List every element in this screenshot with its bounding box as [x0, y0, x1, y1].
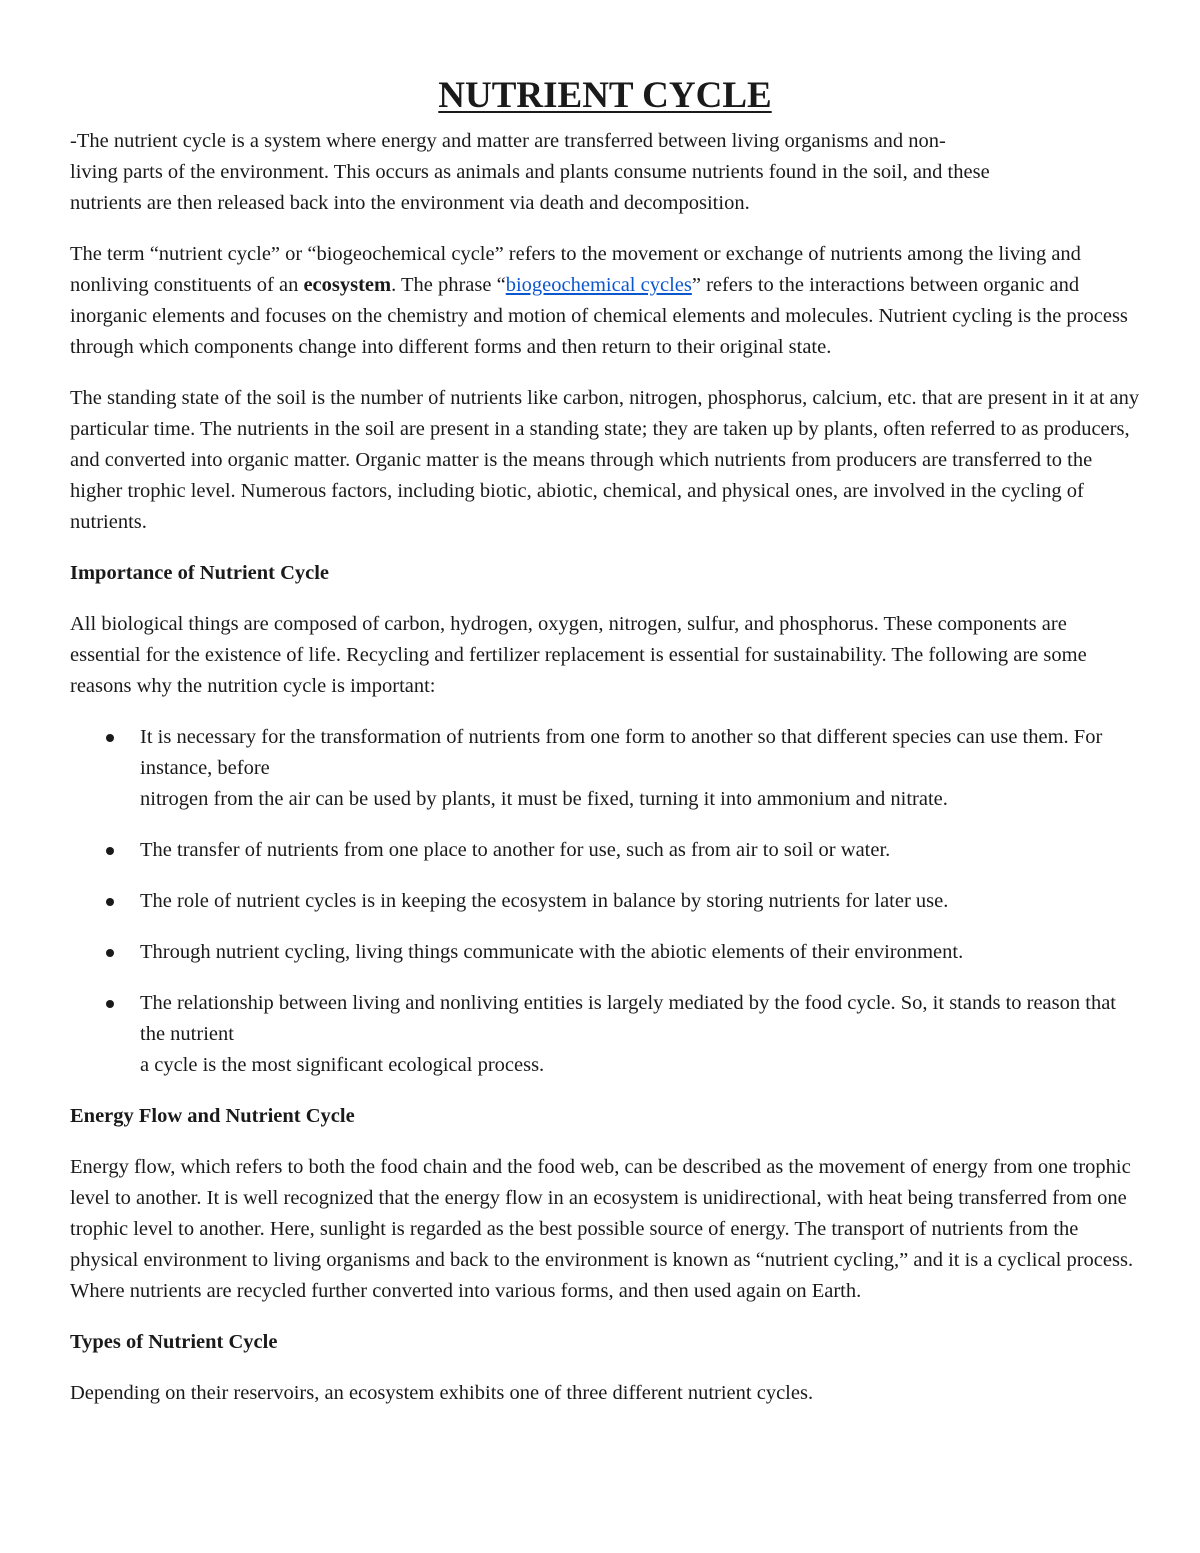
- bullet-dot-icon: [106, 898, 114, 906]
- bullet-item: [70, 886, 1140, 917]
- definition-text-3: ” refers to the interactions between organic and inorganic elements and focuses on the chemistry and motion of chemical elements and molecules. Nutrient cycling is the process through which components change into different forms and then return to their original state.: [70, 274, 1128, 358]
- definition-text-1: The term “nutrient cycle” or “biogeochemical cycle” refers to the movement or exchange of nutrients among the living and nonliving constituents of an: [70, 243, 1081, 296]
- bullet-text-line-1: It is necessary for the transformation of nutrients from one form to another so that different species can use them. For instance, before: [140, 726, 1103, 779]
- bullet-text-line-2: nitrogen from the air can be used by plants, it must be fixed, turning it into ammonium and nitrate.: [140, 788, 948, 810]
- importance-intro-paragraph: All biological things are composed of carbon, hydrogen, oxygen, nitrogen, sulfur, and phosphorus. These components are essential for the existence of life. Recycling and fertilizer replacement is essential for sustainability. The following are some reasons why the nutrition cycle is important:: [70, 613, 1087, 697]
- biogeochemical-cycles-link[interactable]: biogeochemical cycles: [505, 274, 692, 296]
- intro-line-2: living parts of the environment. This occurs as animals and plants consume nutrients found in the soil, and these: [70, 161, 990, 183]
- bullet-text-line-1: The relationship between living and nonliving entities is largely mediated by the food cycle. So, it stands to reason that the nutrient: [140, 992, 1117, 1045]
- bullet-text-line-1: The transfer of nutrients from one place to another for use, such as from air to soil or water.: [140, 839, 891, 861]
- bullet-text-line-1: The role of nutrient cycles is in keeping the ecosystem in balance by storing nutrients for later use.: [140, 890, 949, 912]
- page-title: NUTRIENT CYCLE: [438, 75, 772, 116]
- intro-line-1: -The nutrient cycle is a system where energy and matter are transferred between living organisms and non-: [70, 130, 946, 152]
- types-heading: Types of Nutrient Cycle: [70, 1331, 278, 1353]
- definition-paragraph: [70, 239, 1140, 363]
- bullet-dot-icon: [106, 1000, 114, 1008]
- bullet-dot-icon: [106, 847, 114, 855]
- intro-line-3: nutrients are then released back into the environment via death and decomposition.: [70, 192, 750, 214]
- types-paragraph: Depending on their reservoirs, an ecosystem exhibits one of three different nutrient cycles.: [70, 1382, 814, 1404]
- energy-flow-heading: Energy Flow and Nutrient Cycle: [70, 1105, 355, 1127]
- bullet-item: [70, 937, 1140, 968]
- document-page: [70, 74, 1140, 1429]
- bullet-item: [70, 835, 1140, 866]
- definition-text-2: . The phrase “: [391, 274, 506, 296]
- energy-flow-paragraph: Energy flow, which refers to both the food chain and the food web, can be described as the movement of energy from one trophic level to another. It is well recognized that the energy flow in an ecosystem is unidirectional, with heat being transferred from one trophic level to another. Here, sunlight is regarded as the best possible source of energy. The transport of nutrients from the physical environment to living organisms and back to the environment is known as “nutrient cycling,” and it is a cyclical process. Where nutrients are recycled further converted into various forms, and then used again on Earth.: [70, 1156, 1134, 1302]
- ecosystem-term: ecosystem: [303, 274, 392, 296]
- bullet-text-line-1: Through nutrient cycling, living things communicate with the abiotic elements of their environment.: [140, 941, 964, 963]
- bullet-dot-icon: [106, 949, 114, 957]
- bullet-text-line-2: a cycle is the most significant ecological process.: [140, 1054, 545, 1076]
- bullet-item: [70, 988, 1140, 1081]
- intro-paragraph: [70, 126, 1140, 219]
- standing-state-paragraph: The standing state of the soil is the number of nutrients like carbon, nitrogen, phosphorus, calcium, etc. that are present in it at any particular time. The nutrients in the soil are present in a standing state; they are taken up by plants, often referred to as producers, and converted into organic matter. Organic matter is the means through which nutrients from producers are transferred to the higher trophic level. Numerous factors, including biotic, abiotic, chemical, and physical ones, are involved in the cycling of nutrients.: [70, 387, 1140, 533]
- bullet-dot-icon: [106, 734, 114, 742]
- bullet-item: [70, 722, 1140, 815]
- importance-bullet-list: [70, 722, 1140, 1081]
- importance-heading: Importance of Nutrient Cycle: [70, 562, 330, 584]
